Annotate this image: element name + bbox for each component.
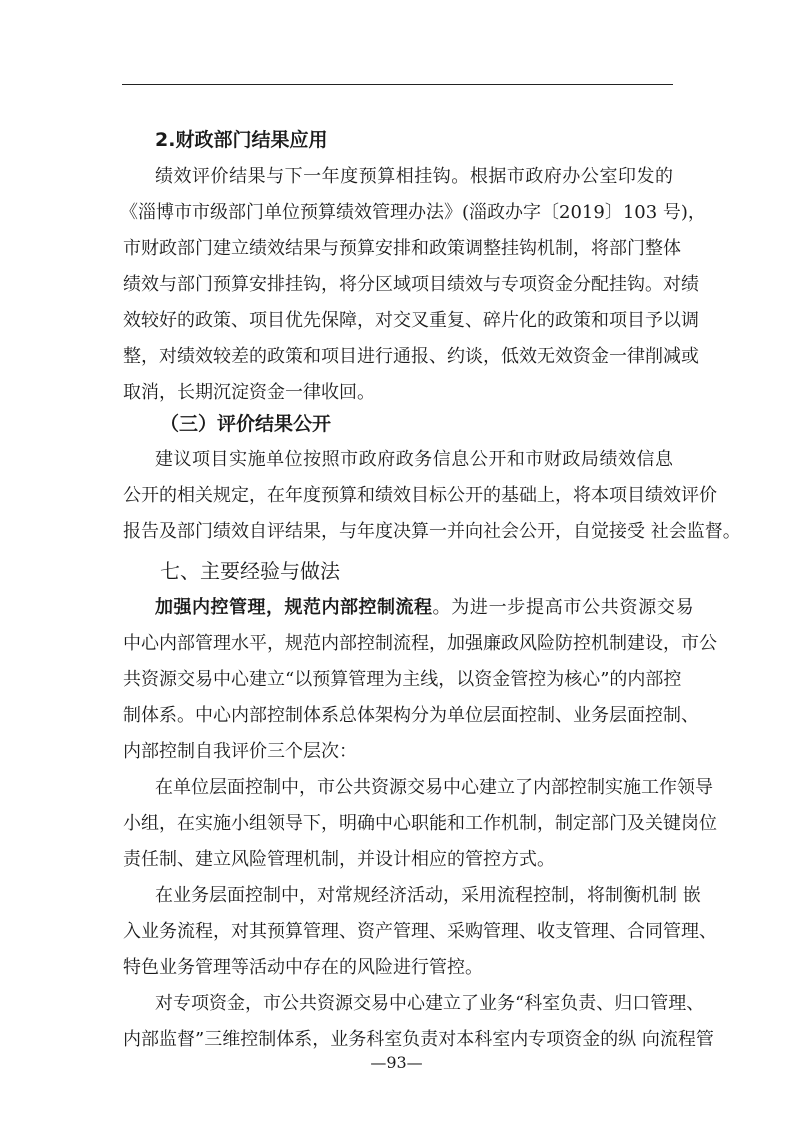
subsection-heading: 2.财政部门结果应用 (155, 129, 328, 151)
paragraph-line: 在业务层面控制中，对常规经济活动，采用流程控制，将制衡机制 嵌 (155, 885, 701, 906)
lead-continuation: 。为进一步提高市公共资源交易 (432, 597, 695, 618)
paragraph-line: 入业务流程，对其预算管理、资产管理、采购管理、收支管理、合同管理、 (123, 921, 717, 942)
paragraph-line: 制体系。中心内部控制体系总体架构分为单位层面控制、业务层面控制、 (123, 705, 699, 726)
paragraph-line: 对专项资金，市公共资源交易中心建立了业务“科室负责、归口管理、 (155, 993, 705, 1014)
paragraph-line: 内部监督”三维控制体系，业务科室负责对本科室内专项资金的纵 向流程管 (123, 1029, 714, 1050)
paragraph-line: 《淄博市市级部门单位预算绩效管理办法》(淄政办字〔2019〕103 号)， (120, 202, 706, 223)
paragraph-line: 小组，在实施小组领导下，明确中心职能和工作机制，制定部门及关键岗位 (123, 813, 717, 834)
paragraph-line: 市财政部门建立绩效结果与预算安排和政策调整挂钩机制，将部门整体 (123, 238, 681, 259)
paragraph-line: 绩效与部门预算安排挂钩，将分区域项目绩效与专项资金分配挂钩。对绩 (123, 274, 699, 295)
chapter-heading: 七、主要经验与做法 (160, 559, 340, 583)
paragraph-line: 特色业务管理等活动中存在的风险进行管控。 (123, 957, 483, 978)
header-rule (122, 84, 673, 85)
paragraph-line: 效较好的政策、项目优先保障，对交叉重复、碎片化的政策和项目予以调 (123, 310, 699, 331)
paragraph-line (155, 596, 695, 620)
paragraph-line: 报告及部门绩效自评结果，与年度决算一并向社会公开，自觉接受 社会监督。 (123, 521, 741, 542)
section-heading: （三）评价结果公开 (160, 413, 332, 435)
page-number: —93— (370, 1053, 423, 1072)
paragraph-line: 共资源交易中心建立“以预算管理为主线，以资金管控为核心”的内部控 (123, 669, 682, 690)
bold-lead: 加强内控管理，规范内部控制流程 (155, 597, 433, 618)
paragraph-line: 在单位层面控制中，市公共资源交易中心建立了内部控制实施工作领导 (155, 777, 713, 798)
paragraph-line: 建议项目实施单位按照市政府政务信息公开和市财政局绩效信息 (155, 449, 673, 470)
paragraph-line: 整，对绩效较差的政策和项目进行通报、约谈，低效无效资金一律削减或 (123, 346, 699, 367)
paragraph-line: 公开的相关规定，在年度预算和绩效目标公开的基础上，将本项目绩效评价 (123, 485, 717, 506)
paragraph-line: 责任制、建立风险管理机制，并设计相应的管控方式。 (123, 849, 555, 870)
paragraph-line: 中心内部管理水平，规范内部控制流程，加强廉政风险防控机制建设，市公 (123, 633, 717, 654)
paragraph-line: 内部控制自我评价三个层次： (123, 741, 357, 762)
paragraph-line: 绩效评价结果与下一年度预算相挂钩。根据市政府办公室印发的 (155, 166, 673, 187)
paragraph-line: 取消，长期沉淀资金一律收回。 (123, 382, 375, 403)
